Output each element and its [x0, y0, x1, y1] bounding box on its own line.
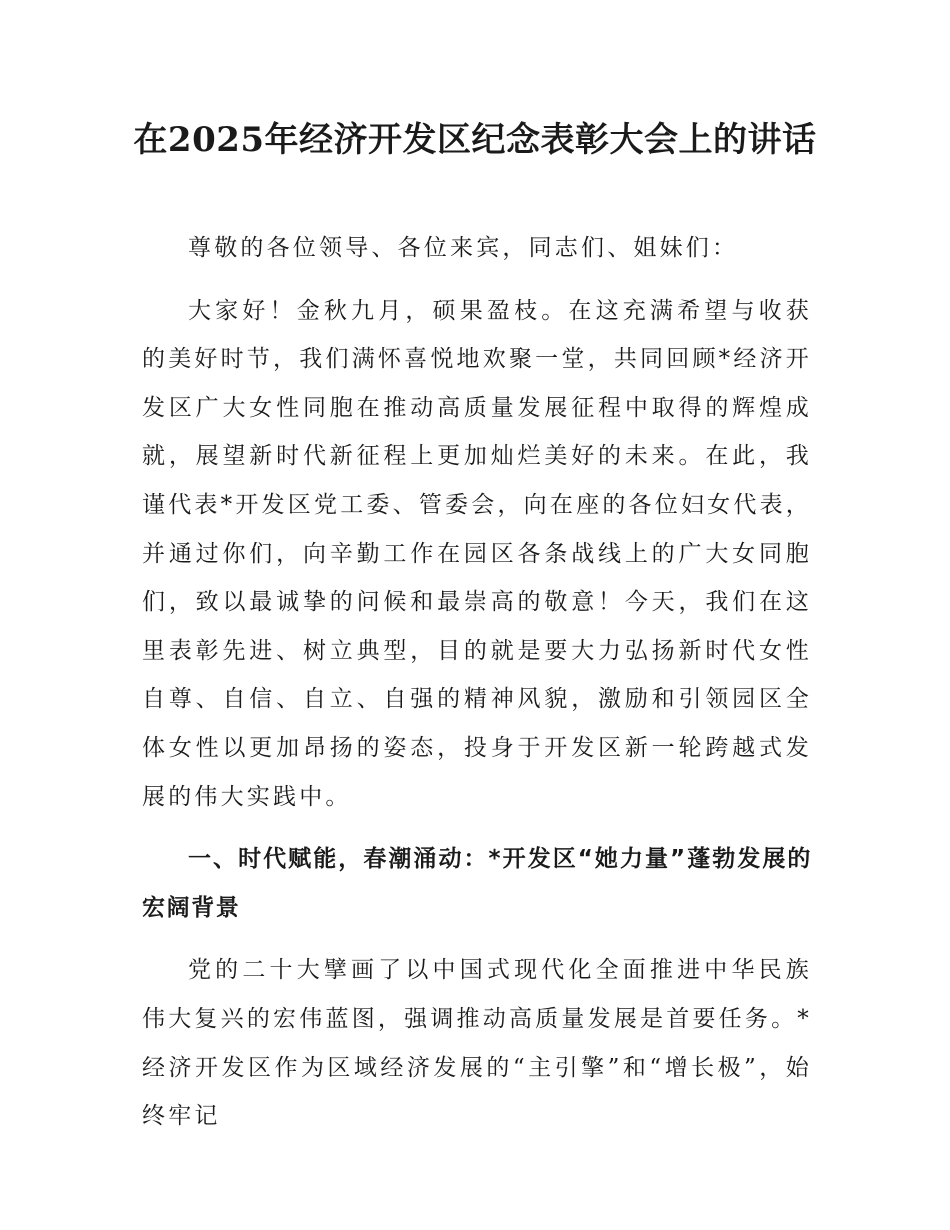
document-body [142, 224, 812, 1155]
salutation: 尊敬的各位领导、各位来宾，同志们、姐妹们： [188, 235, 739, 261]
section-heading-1: 一、时代赋能，春潮涌动：*开发区“她力量”蓬勃发展的宏阔背景 [142, 846, 812, 921]
document-title: 在2025年经济开发区纪念表彰大会上的讲话 [133, 120, 817, 160]
paragraph-opening: 大家好！金秋九月，硕果盈枝。在这充满希望与收获的美好时节，我们满怀喜悦地欢聚一堂，共同回顾*经济开发区广大女性同胞在推动高质量发展征程中取得的辉煌成就，展望新时代新征程上更加灿烂美好的未来。在此，我谨代表*开发区党工委、管委会，向在座的各位妇女代表，并通过你们，向辛勤工作在园区各条战线上的广大女同胞们，致以最诚挚的问候和最崇高的敬意！今天，我们在这里表彰先进、树立典型，目的就是要大力弘扬新时代女性自尊、自信、自立、自强的精神风貌，激励和引领园区全体女性以更加昂扬的姿态，投身于开发区新一轮跨越式发展的伟大实践中。 [142, 297, 812, 810]
paragraph-section-1: 党的二十大擘画了以中国式现代化全面推进中华民族伟大复兴的宏伟蓝图，强调推动高质量发展是首要任务。*经济开发区作为区域经济发展的“主引擎”和“增长极”，始终牢记 [142, 957, 812, 1130]
